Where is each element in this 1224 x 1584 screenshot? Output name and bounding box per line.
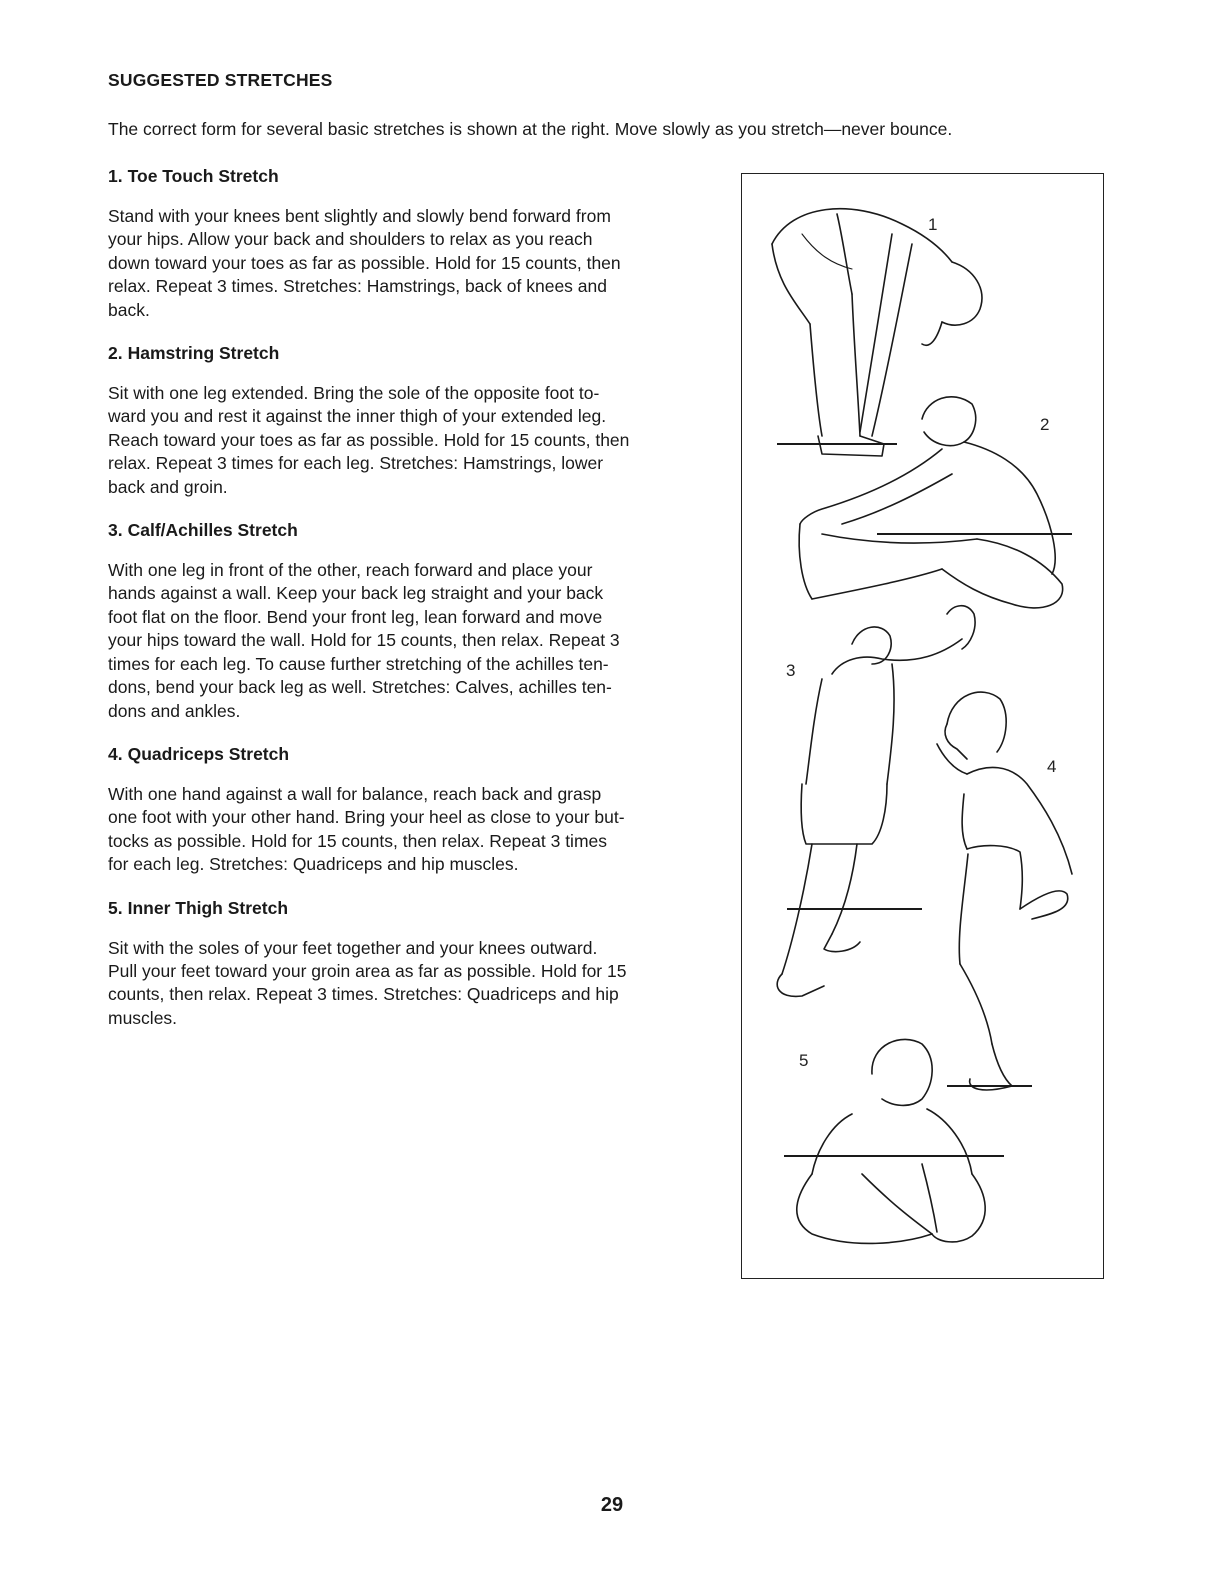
stretch-description: Sit with one leg extended. Bring the sole of the opposite foot to- ward you and rest it against the inner thigh of your extended leg. Reach toward your toes as far as possible. Hold for 15 counts, then relax. Repeat 3 times for each leg. Stretches: Hamstrings, lower back and groin. bbox=[108, 383, 630, 497]
stretch-description: Sit with the soles of your feet together and your knees outward. Pull your feet toward your groin area as far as possible. Hold for 15 counts, then relax. Repeat 3 times. Stretches: Quadriceps and hip muscles. bbox=[108, 937, 627, 1028]
figure-label-2: 2 bbox=[1040, 415, 1050, 434]
stretch-title-text: Calf/Achilles Stretch bbox=[127, 520, 298, 541]
stretch-number: 5. bbox=[108, 897, 123, 918]
stretch-title bbox=[108, 164, 708, 188]
stretch-number: 2. bbox=[108, 343, 123, 364]
stretch-number: 3. bbox=[108, 520, 123, 541]
figure-toe-touch-illustration bbox=[772, 209, 982, 456]
stretch-description: With one leg in front of the other, reach forward and place your hands against a wall. Keep your back leg straight and your back foot flat on the floor. Bend your front leg, lean forward and move your hips toward the wall. Hold for 15 counts, then relax. Repeat 3 times for each leg. To cause further stretching of the achilles ten- dons, bend your back leg as well. Stretches: Calves, achilles ten- dons and ankles. bbox=[108, 560, 620, 721]
stretch-quadriceps bbox=[108, 742, 708, 877]
figure-inner-thigh-illustration bbox=[784, 1039, 1004, 1243]
intro-paragraph: The correct form for several basic stretches is shown at the right. Move slowly as you stretch—never bounce. bbox=[108, 119, 953, 139]
figure-quadriceps-illustration bbox=[937, 692, 1072, 1090]
stretch-title bbox=[108, 896, 708, 920]
stretch-illustrations-panel bbox=[741, 173, 1104, 1279]
stretch-title-text: Hamstring Stretch bbox=[127, 343, 280, 364]
stretch-calf-achilles bbox=[108, 518, 708, 723]
page-number: 29 bbox=[600, 1494, 624, 1516]
stretch-description: With one hand against a wall for balance, reach back and grasp one foot with your other hand. Bring your heel as close to your but- tocks as possible. Hold for 15 counts, then relax. Repeat 3 times for each leg. Stretches: Quadriceps and hip muscles. bbox=[108, 783, 625, 875]
stretch-number: 4. bbox=[108, 743, 123, 764]
figure-label-1: 1 bbox=[928, 215, 938, 234]
stretch-hamstring bbox=[108, 341, 708, 499]
stretch-inner-thigh bbox=[108, 896, 708, 1031]
figure-label-4: 4 bbox=[1047, 757, 1057, 776]
stretch-title bbox=[108, 742, 708, 766]
stretch-illustrations bbox=[742, 174, 1104, 1279]
stretch-title bbox=[108, 341, 708, 365]
stretch-toe-touch bbox=[108, 164, 708, 322]
figure-label-5: 5 bbox=[799, 1051, 809, 1070]
stretch-title bbox=[108, 518, 708, 542]
stretch-list bbox=[108, 164, 708, 1049]
stretch-title-text: Inner Thigh Stretch bbox=[127, 897, 289, 918]
stretch-description: Stand with your knees bent slightly and slowly bend forward from your hips. Allow your back and shoulders to relax as you reach down toward your toes as far as possible. Hold for 15 counts, then relax. Repeat 3 times. Stretches: Hamstrings, back of knees and back. bbox=[108, 206, 621, 320]
stretch-number: 1. bbox=[108, 166, 123, 186]
figure-calf-achilles-illustration bbox=[777, 606, 975, 997]
stretch-title-text: Quadriceps Stretch bbox=[127, 743, 290, 764]
stretch-title-text: Toe Touch Stretch bbox=[127, 166, 279, 186]
page-title: SUGGESTED STRETCHES bbox=[108, 70, 333, 90]
figure-hamstring-illustration bbox=[799, 397, 1072, 608]
figure-label-3: 3 bbox=[786, 661, 796, 680]
